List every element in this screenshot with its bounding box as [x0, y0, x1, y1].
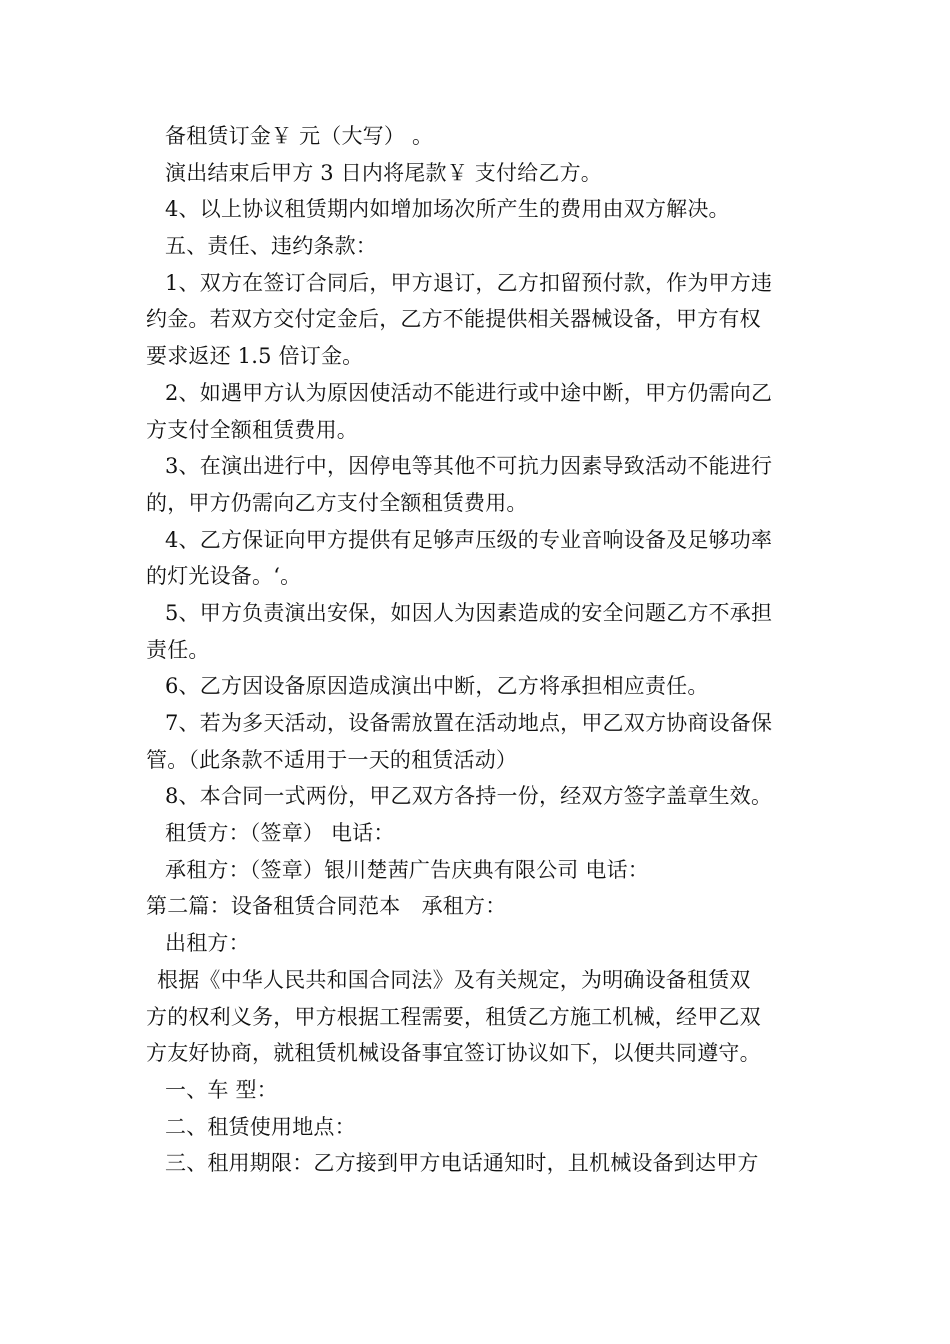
document-line: 7、若为多天活动，设备需放置在活动地点，甲乙双方协商设备保 [165, 711, 773, 735]
document-line: 2、如遇甲方认为原因使活动不能进行或中途中断，甲方仍需向乙 [165, 380, 773, 405]
document-line: 三、租用期限：乙方接到甲方电话通知时，且机械设备到达甲方 [165, 1151, 759, 1176]
document-line: 4、以上协议租赁期内如增加场次所产生的费用由双方解决。 [165, 197, 730, 222]
document-line: 的，甲方仍需向乙方支付全额租赁费用。 [146, 490, 528, 515]
document-line: 根据《中华人民共和国合同法》及有关规定，为明确设备租赁双 [157, 967, 751, 992]
document-line: 方支付全额租赁费用。 [146, 417, 358, 442]
document-line: 责任。 [146, 637, 210, 662]
document-line: 方的权利义务，甲方根据工程需要，租赁乙方施工机械，经甲乙双 [146, 1004, 761, 1029]
document-line: 方友好协商，就租赁机械设备事宜签订协议如下，以便共同遵守。 [146, 1041, 761, 1066]
document-line: 一、车 型： [165, 1077, 278, 1102]
document-line: 第二篇：设备租赁合同范本 承租方： [146, 894, 507, 919]
document-body [146, 118, 816, 1182]
document-line: 8、本合同一式两份，甲乙双方各持一份，经双方签字盖章生效。 [165, 784, 773, 809]
document-line: 管。（此条款不适用于一天的租赁活动） [146, 747, 518, 772]
document-line: 备租赁订金￥ 元（大写） 。 [165, 124, 434, 148]
document-line: 要求返还 1.5 倍订金。 [146, 344, 364, 369]
document-line: 的灯光设备。‘。 [146, 564, 302, 589]
document-line: 租赁方：（签章） 电话： [165, 821, 395, 846]
document-line: 4、乙方保证向甲方提供有足够声压级的专业音响设备及足够功率 [165, 527, 773, 552]
document-line: 承租方：（签章）银川楚茜广告庆典有限公司 电话： [165, 857, 649, 882]
document-line: 5、甲方负责演出安保，如因人为因素造成的安全问题乙方不承担 [165, 600, 773, 625]
document-line: 6、乙方因设备原因造成演出中断，乙方将承担相应责任。 [165, 674, 709, 699]
document-line: 约金。若双方交付定金后，乙方不能提供相关器械设备，甲方有权 [146, 307, 761, 332]
document-line: 二、租赁使用地点： [165, 1114, 356, 1139]
document-line: 出租方： [165, 931, 250, 956]
document-line: 演出结束后甲方 3 日内将尾款￥ 支付给乙方。 [165, 160, 602, 185]
document-line: 1、双方在签订合同后，甲方退订，乙方扣留预付款，作为甲方违 [165, 270, 773, 295]
document-line: 3、在演出进行中，因停电等其他不可抗力因素导致活动不能进行 [165, 454, 773, 479]
document-line: 五、责任、违约条款： [165, 234, 377, 259]
